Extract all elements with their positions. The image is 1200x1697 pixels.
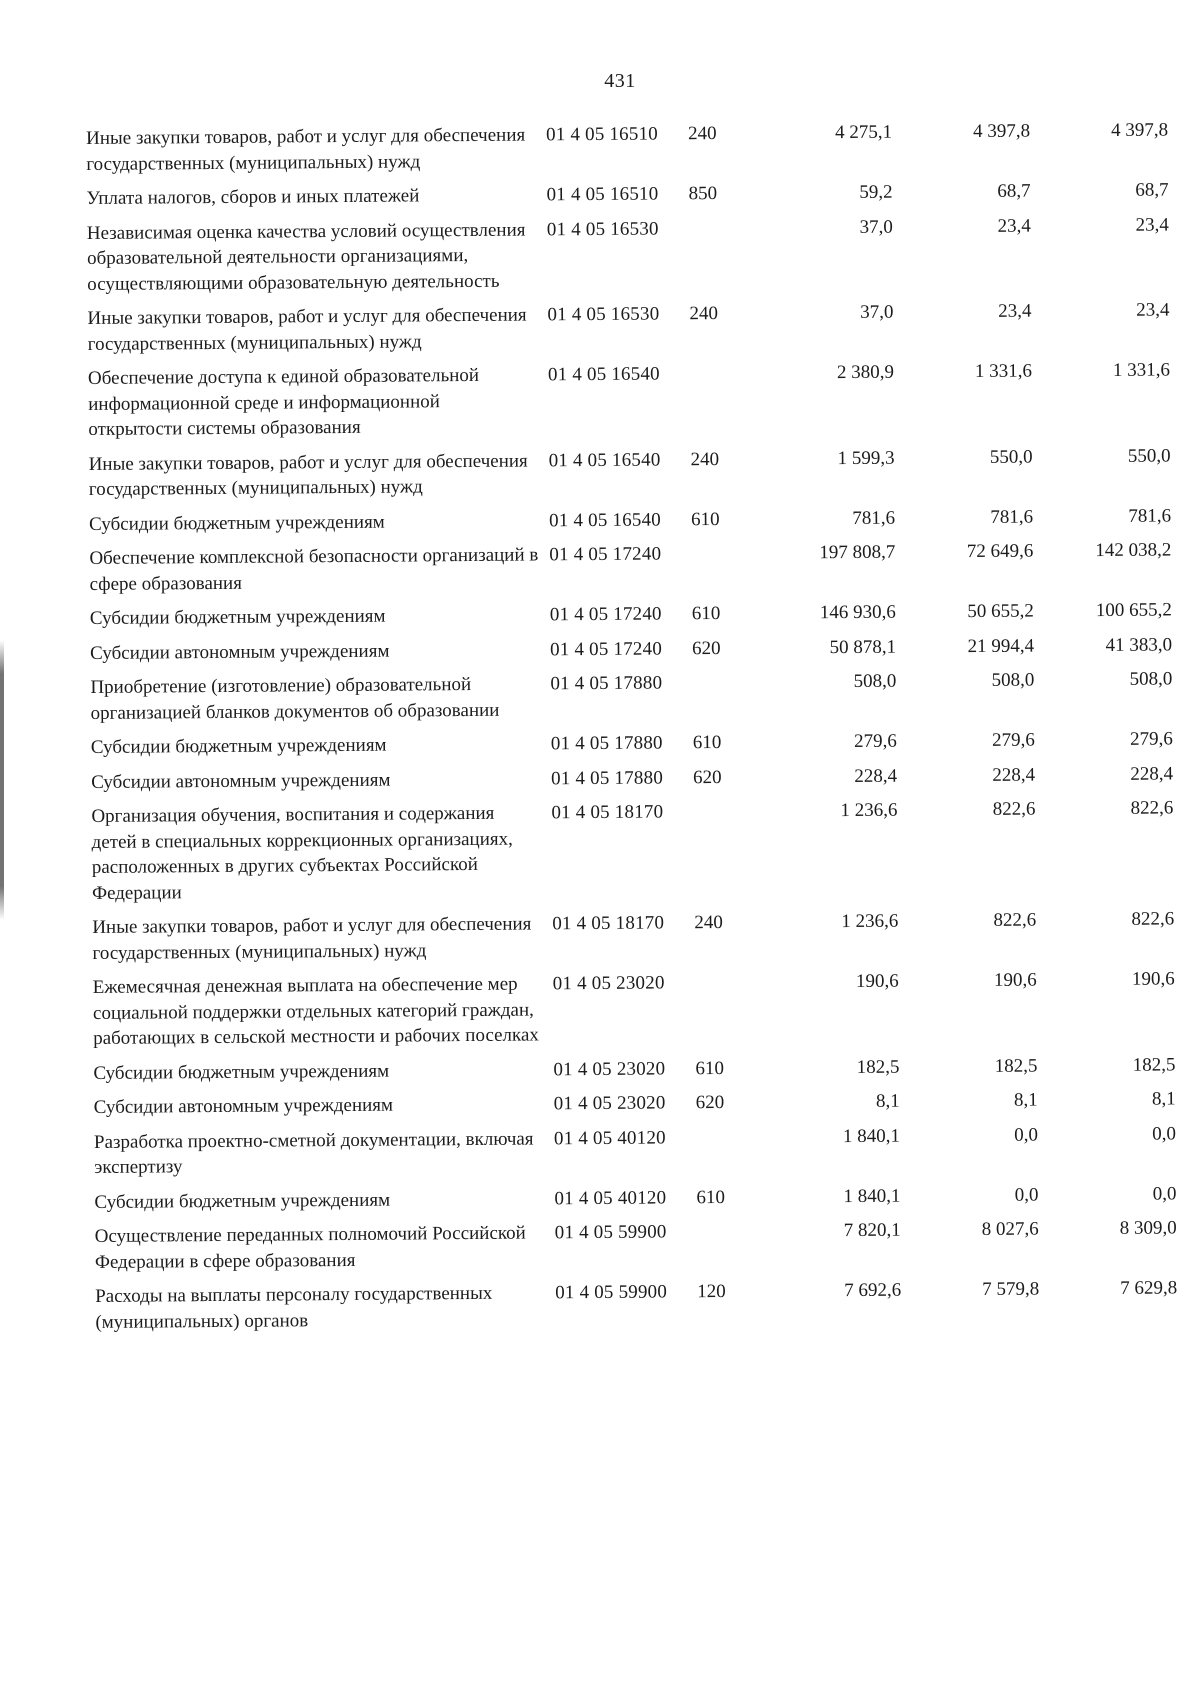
expense-type-code: 240 [687, 123, 717, 145]
expense-name: Субсидии бюджетным учреждениям [89, 511, 385, 535]
target-article-code: 01 4 05 16530 [547, 303, 660, 326]
amount-year-2: 23,4 [998, 300, 1032, 322]
scan-edge-mark [0, 640, 4, 920]
table-row [86, 117, 1176, 177]
expense-type-code: 610 [695, 1057, 725, 1079]
target-article-code: 01 4 05 59900 [554, 1221, 667, 1244]
expense-name: Субсидии бюджетным учреждениям [90, 734, 387, 758]
amount-year-2: 50 655,2 [967, 600, 1034, 623]
budget-table [86, 117, 1186, 1344]
table-row [90, 632, 1180, 666]
expense-name: Иные закупки товаров, работ и услуг для обеспечения государственных (муниципальных) нужд [86, 124, 526, 175]
amount-year-2: 21 994,4 [967, 635, 1035, 657]
amount-year-2: 550,0 [989, 446, 1033, 468]
amount-year-2: 4 397,8 [972, 120, 1031, 143]
amount-year-3: 0,0 [1152, 1122, 1177, 1145]
expense-type-code: 620 [692, 637, 721, 659]
amount-year-2: 822,6 [993, 909, 1037, 931]
target-article-code: 01 4 05 18170 [552, 912, 665, 935]
table-row [87, 297, 1177, 357]
table-row [91, 795, 1182, 906]
table-row [94, 1086, 1184, 1120]
target-article-code: 01 4 05 18170 [551, 801, 664, 824]
amount-year-3: 822,6 [1131, 908, 1175, 930]
amount-year-1: 37,0 [859, 216, 893, 238]
amount-year-1: 7 820,1 [843, 1219, 901, 1242]
amount-year-1: 228,4 [854, 765, 898, 787]
amount-year-1: 2 380,9 [836, 361, 895, 384]
amount-year-1: 1 236,6 [841, 910, 899, 933]
expense-type-code: 620 [695, 1092, 725, 1114]
table-row [89, 443, 1179, 503]
amount-year-2: 228,4 [992, 764, 1036, 786]
expense-type-code: 610 [696, 1186, 726, 1208]
target-article-code: 01 4 05 23020 [553, 1092, 666, 1115]
expense-type-code: 610 [692, 732, 722, 754]
table-row [89, 537, 1179, 597]
expense-name: Осуществление переданных полномочий Российской Федерации в сфере образования [94, 1222, 526, 1273]
table-row [91, 761, 1181, 795]
amount-year-3: 8,1 [1151, 1088, 1176, 1110]
amount-year-3: 822,6 [1130, 797, 1174, 819]
target-article-code: 01 4 05 16530 [546, 218, 659, 240]
amount-year-1: 190,6 [855, 970, 899, 992]
expense-name: Ежемесячная денежная выплата на обеспечение мер социальной поддержки отдельных категорий граждан, работающих в сельской местности и рабочих поселках [92, 973, 539, 1049]
amount-year-1: 781,6 [852, 507, 896, 529]
expense-name: Расходы на выплаты персоналу государственных (муниципальных) органов [95, 1282, 493, 1333]
amount-year-3: 508,0 [1129, 668, 1173, 690]
amount-year-3: 100 655,2 [1095, 599, 1172, 622]
amount-year-1: 508,0 [853, 670, 897, 692]
target-article-code: 01 4 05 17240 [550, 637, 663, 660]
expense-name: Субсидии автономным учреждениям [90, 640, 390, 664]
amount-year-3: 68,7 [1135, 179, 1169, 201]
table-row [92, 906, 1182, 966]
amount-year-3: 1 331,6 [1112, 359, 1171, 381]
target-article-code: 01 4 05 16540 [549, 508, 662, 531]
amount-year-3: 7 629,8 [1120, 1277, 1178, 1299]
target-article-code: 01 4 05 40120 [553, 1126, 666, 1149]
table-row [95, 1215, 1185, 1275]
table-row [94, 1181, 1184, 1215]
table-row [90, 666, 1180, 726]
target-article-code: 01 4 05 17240 [549, 603, 662, 626]
page-number: 431 [604, 70, 636, 92]
amount-year-1: 197 808,7 [819, 541, 896, 564]
amount-year-2: 190,6 [993, 969, 1037, 991]
table-row [91, 726, 1181, 760]
expense-type-code: 850 [688, 183, 718, 205]
expense-type-code: 240 [694, 912, 723, 934]
amount-year-2: 8 027,6 [981, 1218, 1039, 1240]
amount-year-3: 228,4 [1130, 762, 1174, 785]
amount-year-1: 50 878,1 [829, 636, 897, 658]
amount-year-3: 550,0 [1127, 444, 1171, 467]
target-article-code: 01 4 05 40120 [554, 1186, 667, 1209]
amount-year-3: 8 309,0 [1119, 1217, 1177, 1239]
target-article-code: 01 4 05 23020 [552, 972, 665, 995]
table-row [86, 177, 1176, 211]
amount-year-2: 7 579,8 [982, 1278, 1040, 1300]
expense-type-code: 610 [691, 603, 721, 625]
expense-name: Иные закупки товаров, работ и услуг для обеспечения государственных (муниципальных) нужд [88, 450, 528, 500]
amount-year-1: 182,5 [856, 1056, 900, 1078]
target-article-code: 01 4 05 17880 [551, 766, 664, 789]
table-row [93, 966, 1184, 1051]
target-article-code: 01 4 05 59900 [555, 1281, 668, 1304]
amount-year-2: 781,6 [990, 506, 1034, 528]
expense-type-code: 610 [691, 508, 720, 530]
table-row [88, 357, 1179, 442]
target-article-code: 01 4 05 16540 [548, 448, 661, 471]
amount-year-3: 0,0 [1152, 1182, 1177, 1205]
amount-year-1: 1 840,1 [843, 1185, 901, 1207]
table-row [89, 503, 1179, 537]
amount-year-1: 59,2 [859, 181, 893, 203]
expense-type-code: 620 [693, 766, 722, 788]
expense-name: Иные закупки товаров, работ и услуг для обеспечения государственных (муниципальных) нужд [87, 304, 527, 355]
expense-type-code: 120 [697, 1281, 726, 1303]
amount-year-2: 822,6 [992, 798, 1036, 820]
expense-name: Субсидии автономным учреждениям [93, 1094, 394, 1118]
expense-name: Уплата налогов, сборов и иных платежей [86, 185, 420, 209]
amount-year-3: 781,6 [1128, 504, 1172, 527]
amount-year-3: 182,5 [1132, 1053, 1176, 1076]
expense-name: Субсидии автономным учреждениям [91, 769, 391, 793]
amount-year-3: 23,4 [1135, 213, 1169, 236]
expense-name: Организация обучения, воспитания и содержания детей в специальных коррекционных организациях, расположенных в других субъектах Российской Федерации [91, 802, 513, 904]
amount-year-2: 508,0 [991, 669, 1035, 691]
target-article-code: 01 4 05 16510 [546, 123, 659, 146]
amount-year-1: 1 840,1 [842, 1125, 901, 1147]
amount-year-1: 1 599,3 [837, 447, 895, 469]
amount-year-2: 0,0 [1014, 1184, 1039, 1206]
expense-name: Приобретение (изготовление) образовательной организацией бланков документов об образовании [90, 673, 500, 724]
table-row [94, 1121, 1184, 1181]
expense-name: Независимая оценка качества условий осуществления образовательной деятельности организациями, осуществляющими образовательную деятельность [86, 219, 526, 295]
amount-year-2: 0,0 [1014, 1124, 1039, 1146]
amount-year-1: 146 930,6 [819, 601, 896, 624]
expense-name: Разработка проектно-сметной документации, включая экспертизу [93, 1128, 534, 1178]
target-article-code: 01 4 05 17880 [550, 732, 663, 755]
amount-year-2: 72 649,6 [966, 540, 1034, 563]
expense-name: Обеспечение доступа к единой образовательной информационной среде и информационной открытости системы образования [87, 364, 480, 440]
amount-year-2: 23,4 [997, 215, 1031, 237]
amount-year-1: 8,1 [875, 1090, 900, 1112]
target-article-code: 01 4 05 23020 [553, 1057, 666, 1080]
amount-year-3: 23,4 [1136, 299, 1170, 321]
amount-year-1: 7 692,6 [844, 1279, 902, 1302]
table-row [93, 1052, 1183, 1086]
expense-type-code: 240 [689, 303, 719, 325]
amount-year-3: 41 383,0 [1105, 633, 1173, 656]
target-article-code: 01 4 05 17880 [550, 672, 663, 695]
amount-year-2: 182,5 [994, 1055, 1038, 1077]
expense-name: Субсидии бюджетным учреждениям [93, 1060, 390, 1084]
expense-name: Субсидии бюджетным учреждениям [89, 605, 386, 629]
target-article-code: 01 4 05 16510 [546, 183, 659, 206]
amount-year-3: 142 038,2 [1095, 539, 1172, 562]
amount-year-1: 1 236,6 [840, 799, 898, 822]
amount-year-1: 37,0 [860, 301, 894, 323]
target-article-code: 01 4 05 17240 [549, 543, 662, 566]
amount-year-2: 68,7 [997, 180, 1031, 202]
table-row [95, 1275, 1185, 1335]
table-row [87, 212, 1178, 297]
amount-year-2: 8,1 [1013, 1089, 1038, 1111]
amount-year-2: 279,6 [992, 729, 1035, 751]
amount-year-3: 190,6 [1131, 968, 1175, 990]
expense-name: Иные закупки товаров, работ и услуг для обеспечения государственных (муниципальных) нужд [92, 913, 532, 964]
expense-type-code: 240 [690, 448, 720, 470]
amount-year-1: 4 275,1 [834, 121, 893, 144]
target-article-code: 01 4 05 16540 [547, 363, 660, 386]
expense-name: Обеспечение комплексной безопасности организаций в сфере образования [89, 544, 539, 595]
amount-year-1: 279,6 [854, 730, 897, 752]
amount-year-2: 1 331,6 [974, 360, 1033, 383]
table-row [90, 597, 1180, 631]
expense-name: Субсидии бюджетным учреждениям [94, 1189, 391, 1213]
amount-year-3: 4 397,8 [1110, 119, 1169, 141]
amount-year-3: 279,6 [1130, 728, 1173, 750]
